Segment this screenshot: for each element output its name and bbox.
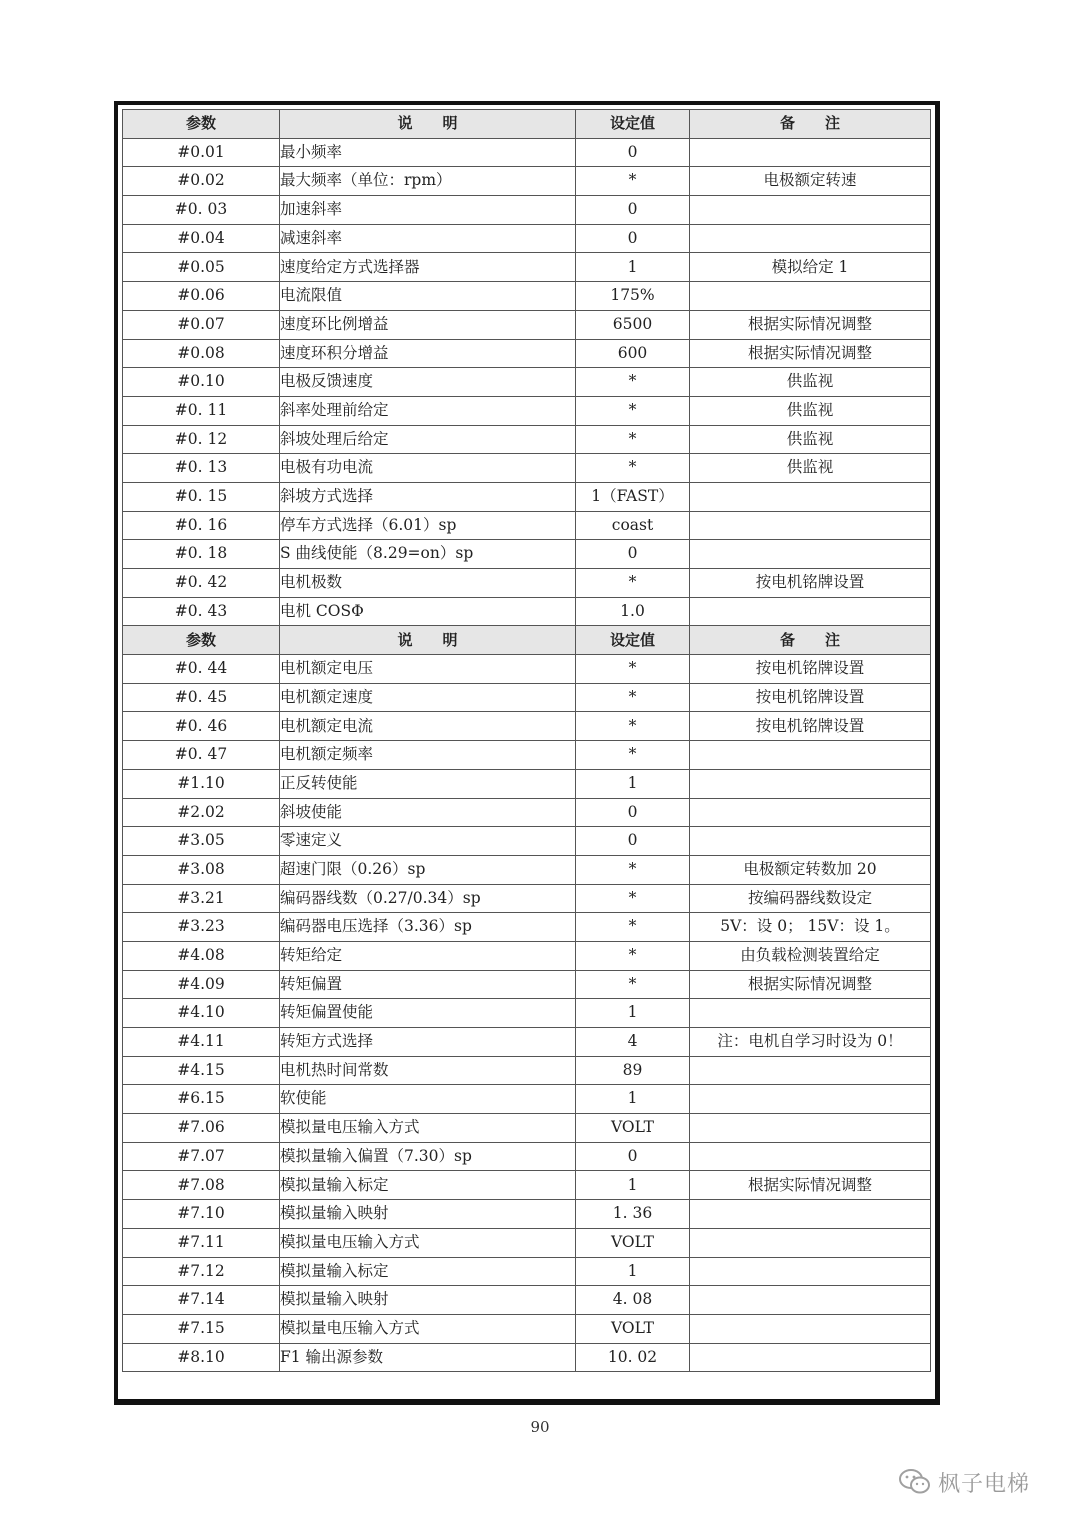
param-code: #0.04 (123, 224, 280, 253)
table-row (123, 1056, 931, 1085)
table-row (123, 970, 931, 999)
param-note: 按电机铭牌设置 (690, 683, 931, 712)
param-description: 转矩给定 (280, 941, 576, 970)
param-value: 0 (576, 1142, 690, 1171)
table-row (123, 941, 931, 970)
param-note (690, 540, 931, 569)
param-value: 0 (576, 827, 690, 856)
param-value: 6500 (576, 310, 690, 339)
table-row (123, 196, 931, 225)
param-note: 根据实际情况调整 (690, 970, 931, 999)
table-row (123, 1228, 931, 1257)
wechat-icon (898, 1467, 932, 1497)
param-code: #0. 45 (123, 683, 280, 712)
table-row (123, 425, 931, 454)
param-description: 软使能 (280, 1085, 576, 1114)
table-row (123, 339, 931, 368)
param-value: 1 (576, 1257, 690, 1286)
param-code: #0. 44 (123, 655, 280, 684)
param-code: #7.14 (123, 1286, 280, 1315)
table-row (123, 1028, 931, 1057)
table-row (123, 282, 931, 311)
param-note (690, 798, 931, 827)
param-code: #7.12 (123, 1257, 280, 1286)
header-param: 参数 (123, 110, 280, 139)
param-value: VOLT (576, 1114, 690, 1143)
param-note (690, 1056, 931, 1085)
param-value: 89 (576, 1056, 690, 1085)
param-description: 加速斜率 (280, 196, 576, 225)
param-value: 1 (576, 769, 690, 798)
param-code: #7.07 (123, 1142, 280, 1171)
param-note (690, 999, 931, 1028)
param-description: 模拟量输入标定 (280, 1171, 576, 1200)
param-note (690, 282, 931, 311)
param-description: 电极反馈速度 (280, 368, 576, 397)
param-description: 斜坡处理后给定 (280, 425, 576, 454)
param-code: #4.09 (123, 970, 280, 999)
param-code: #7.15 (123, 1314, 280, 1343)
param-note: 电极额定转数加 20 (690, 855, 931, 884)
watermark (898, 1462, 1058, 1502)
param-code: #0.07 (123, 310, 280, 339)
param-value: 1.0 (576, 597, 690, 626)
param-code: #4.08 (123, 941, 280, 970)
param-code: #4.10 (123, 999, 280, 1028)
table-row (123, 855, 931, 884)
param-code: #0. 46 (123, 712, 280, 741)
param-code: #0. 11 (123, 396, 280, 425)
param-note (690, 196, 931, 225)
param-value: 1 (576, 1085, 690, 1114)
param-note (690, 1114, 931, 1143)
param-value: * (576, 655, 690, 684)
page-number: 90 (530, 1418, 550, 1436)
param-note (690, 482, 931, 511)
param-value: VOLT (576, 1228, 690, 1257)
param-description: 超速门限（0.26）sp (280, 855, 576, 884)
param-value: 175% (576, 282, 690, 311)
header-desc: 说 明 (280, 110, 576, 139)
param-note: 按电机铭牌设置 (690, 712, 931, 741)
table-row (123, 569, 931, 598)
param-description: 模拟量输入标定 (280, 1257, 576, 1286)
param-description: 斜率处理前给定 (280, 396, 576, 425)
param-note (690, 1200, 931, 1229)
param-note: 电极额定转速 (690, 167, 931, 196)
param-code: #0.08 (123, 339, 280, 368)
param-value: * (576, 368, 690, 397)
param-description: 速度环积分增益 (280, 339, 576, 368)
table-row (123, 138, 931, 167)
param-description: 模拟量输入映射 (280, 1286, 576, 1315)
param-value: * (576, 167, 690, 196)
param-description: 电机 COSΦ (280, 597, 576, 626)
param-description: F1 输出源参数 (280, 1343, 576, 1372)
param-value: * (576, 425, 690, 454)
param-value: * (576, 970, 690, 999)
table-row (123, 1257, 931, 1286)
param-value: * (576, 569, 690, 598)
table-row (123, 769, 931, 798)
table-row (123, 1200, 931, 1229)
table-row (123, 741, 931, 770)
param-note: 由负载检测装置给定 (690, 941, 931, 970)
header-note: 备 注 (690, 110, 931, 139)
param-value: * (576, 855, 690, 884)
table-row (123, 253, 931, 282)
param-value: 1. 36 (576, 1200, 690, 1229)
param-value: * (576, 884, 690, 913)
param-note (690, 224, 931, 253)
param-value: * (576, 712, 690, 741)
table-row (123, 884, 931, 913)
param-code: #0. 16 (123, 511, 280, 540)
table-row (123, 597, 931, 626)
table-header-row (123, 110, 931, 139)
param-code: #0. 03 (123, 196, 280, 225)
param-code: #0.01 (123, 138, 280, 167)
param-value: 0 (576, 138, 690, 167)
parameter-table-frame (114, 101, 940, 1405)
param-value: 0 (576, 224, 690, 253)
table-row (123, 655, 931, 684)
parameter-table (122, 109, 931, 1372)
watermark-text: 枫子电梯 (938, 1471, 1031, 1497)
param-value: * (576, 741, 690, 770)
param-description: 最大频率（单位：rpm） (280, 167, 576, 196)
table-row (123, 913, 931, 942)
param-description: 斜坡方式选择 (280, 482, 576, 511)
table-row (123, 1114, 931, 1143)
param-code: #7.10 (123, 1200, 280, 1229)
param-value: 4 (576, 1028, 690, 1057)
param-code: #4.15 (123, 1056, 280, 1085)
param-code: #3.21 (123, 884, 280, 913)
param-description: 转矩偏置 (280, 970, 576, 999)
param-description: 模拟量电压输入方式 (280, 1314, 576, 1343)
header-note: 备 注 (690, 626, 931, 655)
header-value: 设定值 (576, 110, 690, 139)
table-row (123, 1343, 931, 1372)
param-description: 减速斜率 (280, 224, 576, 253)
table-header-row (123, 626, 931, 655)
param-code: #2.02 (123, 798, 280, 827)
param-note: 根据实际情况调整 (690, 339, 931, 368)
param-value: 1 (576, 253, 690, 282)
param-value: 0 (576, 540, 690, 569)
param-value: * (576, 941, 690, 970)
param-code: #0. 15 (123, 482, 280, 511)
param-code: #0. 18 (123, 540, 280, 569)
param-note (690, 138, 931, 167)
param-note: 5V：设 0； 15V：设 1。 (690, 913, 931, 942)
param-note (690, 597, 931, 626)
param-value: VOLT (576, 1314, 690, 1343)
param-description: 编码器线数（0.27/0.34）sp (280, 884, 576, 913)
header-value: 设定值 (576, 626, 690, 655)
param-description: 电机额定频率 (280, 741, 576, 770)
param-code: #0. 12 (123, 425, 280, 454)
param-description: 电机额定电压 (280, 655, 576, 684)
param-code: #3.23 (123, 913, 280, 942)
param-code: #0. 13 (123, 454, 280, 483)
header-desc: 说 明 (280, 626, 576, 655)
param-code: #6.15 (123, 1085, 280, 1114)
param-note: 按编码器线数设定 (690, 884, 931, 913)
param-note: 模拟给定 1 (690, 253, 931, 282)
param-description: 电机极数 (280, 569, 576, 598)
param-description: 速度环比例增益 (280, 310, 576, 339)
table-row (123, 368, 931, 397)
table-row (123, 798, 931, 827)
param-description: 转矩方式选择 (280, 1028, 576, 1057)
param-code: #0. 43 (123, 597, 280, 626)
param-value: * (576, 683, 690, 712)
param-value: * (576, 454, 690, 483)
param-note: 供监视 (690, 368, 931, 397)
param-code: #7.06 (123, 1114, 280, 1143)
param-note (690, 741, 931, 770)
table-row (123, 224, 931, 253)
param-description: 编码器电压选择（3.36）sp (280, 913, 576, 942)
param-note: 供监视 (690, 396, 931, 425)
param-value: * (576, 913, 690, 942)
param-description: 电机热时间常数 (280, 1056, 576, 1085)
header-param: 参数 (123, 626, 280, 655)
param-value: 1 (576, 1171, 690, 1200)
param-code: #4.11 (123, 1028, 280, 1057)
param-code: #7.11 (123, 1228, 280, 1257)
table-row (123, 1171, 931, 1200)
param-description: 速度给定方式选择器 (280, 253, 576, 282)
param-description: 零速定义 (280, 827, 576, 856)
param-value: 1（FAST） (576, 482, 690, 511)
table-row (123, 683, 931, 712)
param-note: 根据实际情况调整 (690, 310, 931, 339)
param-code: #3.08 (123, 855, 280, 884)
param-description: 正反转使能 (280, 769, 576, 798)
param-note (690, 1343, 931, 1372)
table-row (123, 396, 931, 425)
param-description: 电极有功电流 (280, 454, 576, 483)
param-value: 10. 02 (576, 1343, 690, 1372)
param-description: 电机额定电流 (280, 712, 576, 741)
param-description: S 曲线使能（8.29=on）sp (280, 540, 576, 569)
param-note (690, 769, 931, 798)
param-note (690, 1228, 931, 1257)
table-row (123, 540, 931, 569)
param-description: 模拟量输入映射 (280, 1200, 576, 1229)
table-row (123, 1085, 931, 1114)
param-note: 根据实际情况调整 (690, 1171, 931, 1200)
param-code: #3.05 (123, 827, 280, 856)
param-description: 模拟量输入偏置（7.30）sp (280, 1142, 576, 1171)
param-note (690, 827, 931, 856)
param-description: 斜坡使能 (280, 798, 576, 827)
param-code: #1.10 (123, 769, 280, 798)
table-row (123, 712, 931, 741)
table-row (123, 454, 931, 483)
table-row (123, 1286, 931, 1315)
param-description: 模拟量电压输入方式 (280, 1228, 576, 1257)
param-code: #0.02 (123, 167, 280, 196)
table-row (123, 511, 931, 540)
param-note: 按电机铭牌设置 (690, 569, 931, 598)
param-note: 供监视 (690, 454, 931, 483)
param-note: 按电机铭牌设置 (690, 655, 931, 684)
param-description: 模拟量电压输入方式 (280, 1114, 576, 1143)
param-description: 转矩偏置使能 (280, 999, 576, 1028)
param-description: 停车方式选择（6.01）sp (280, 511, 576, 540)
table-row (123, 1314, 931, 1343)
param-note (690, 1142, 931, 1171)
param-code: #0.06 (123, 282, 280, 311)
param-value: coast (576, 511, 690, 540)
param-note (690, 1257, 931, 1286)
param-code: #0. 42 (123, 569, 280, 598)
param-code: #0. 47 (123, 741, 280, 770)
param-code: #0.10 (123, 368, 280, 397)
param-note (690, 511, 931, 540)
param-value: 0 (576, 798, 690, 827)
param-description: 电流限值 (280, 282, 576, 311)
table-row (123, 482, 931, 511)
param-note (690, 1085, 931, 1114)
param-value: 600 (576, 339, 690, 368)
table-row (123, 827, 931, 856)
table-row (123, 167, 931, 196)
param-note: 注：电机自学习时设为 0！ (690, 1028, 931, 1057)
param-description: 最小频率 (280, 138, 576, 167)
param-note (690, 1286, 931, 1315)
param-code: #0.05 (123, 253, 280, 282)
table-row (123, 1142, 931, 1171)
param-code: #7.08 (123, 1171, 280, 1200)
param-description: 电机额定速度 (280, 683, 576, 712)
param-code: #8.10 (123, 1343, 280, 1372)
param-note: 供监视 (690, 425, 931, 454)
param-value: 4. 08 (576, 1286, 690, 1315)
param-value: 1 (576, 999, 690, 1028)
table-row (123, 310, 931, 339)
param-note (690, 1314, 931, 1343)
param-value: 0 (576, 196, 690, 225)
param-value: * (576, 396, 690, 425)
table-row (123, 999, 931, 1028)
